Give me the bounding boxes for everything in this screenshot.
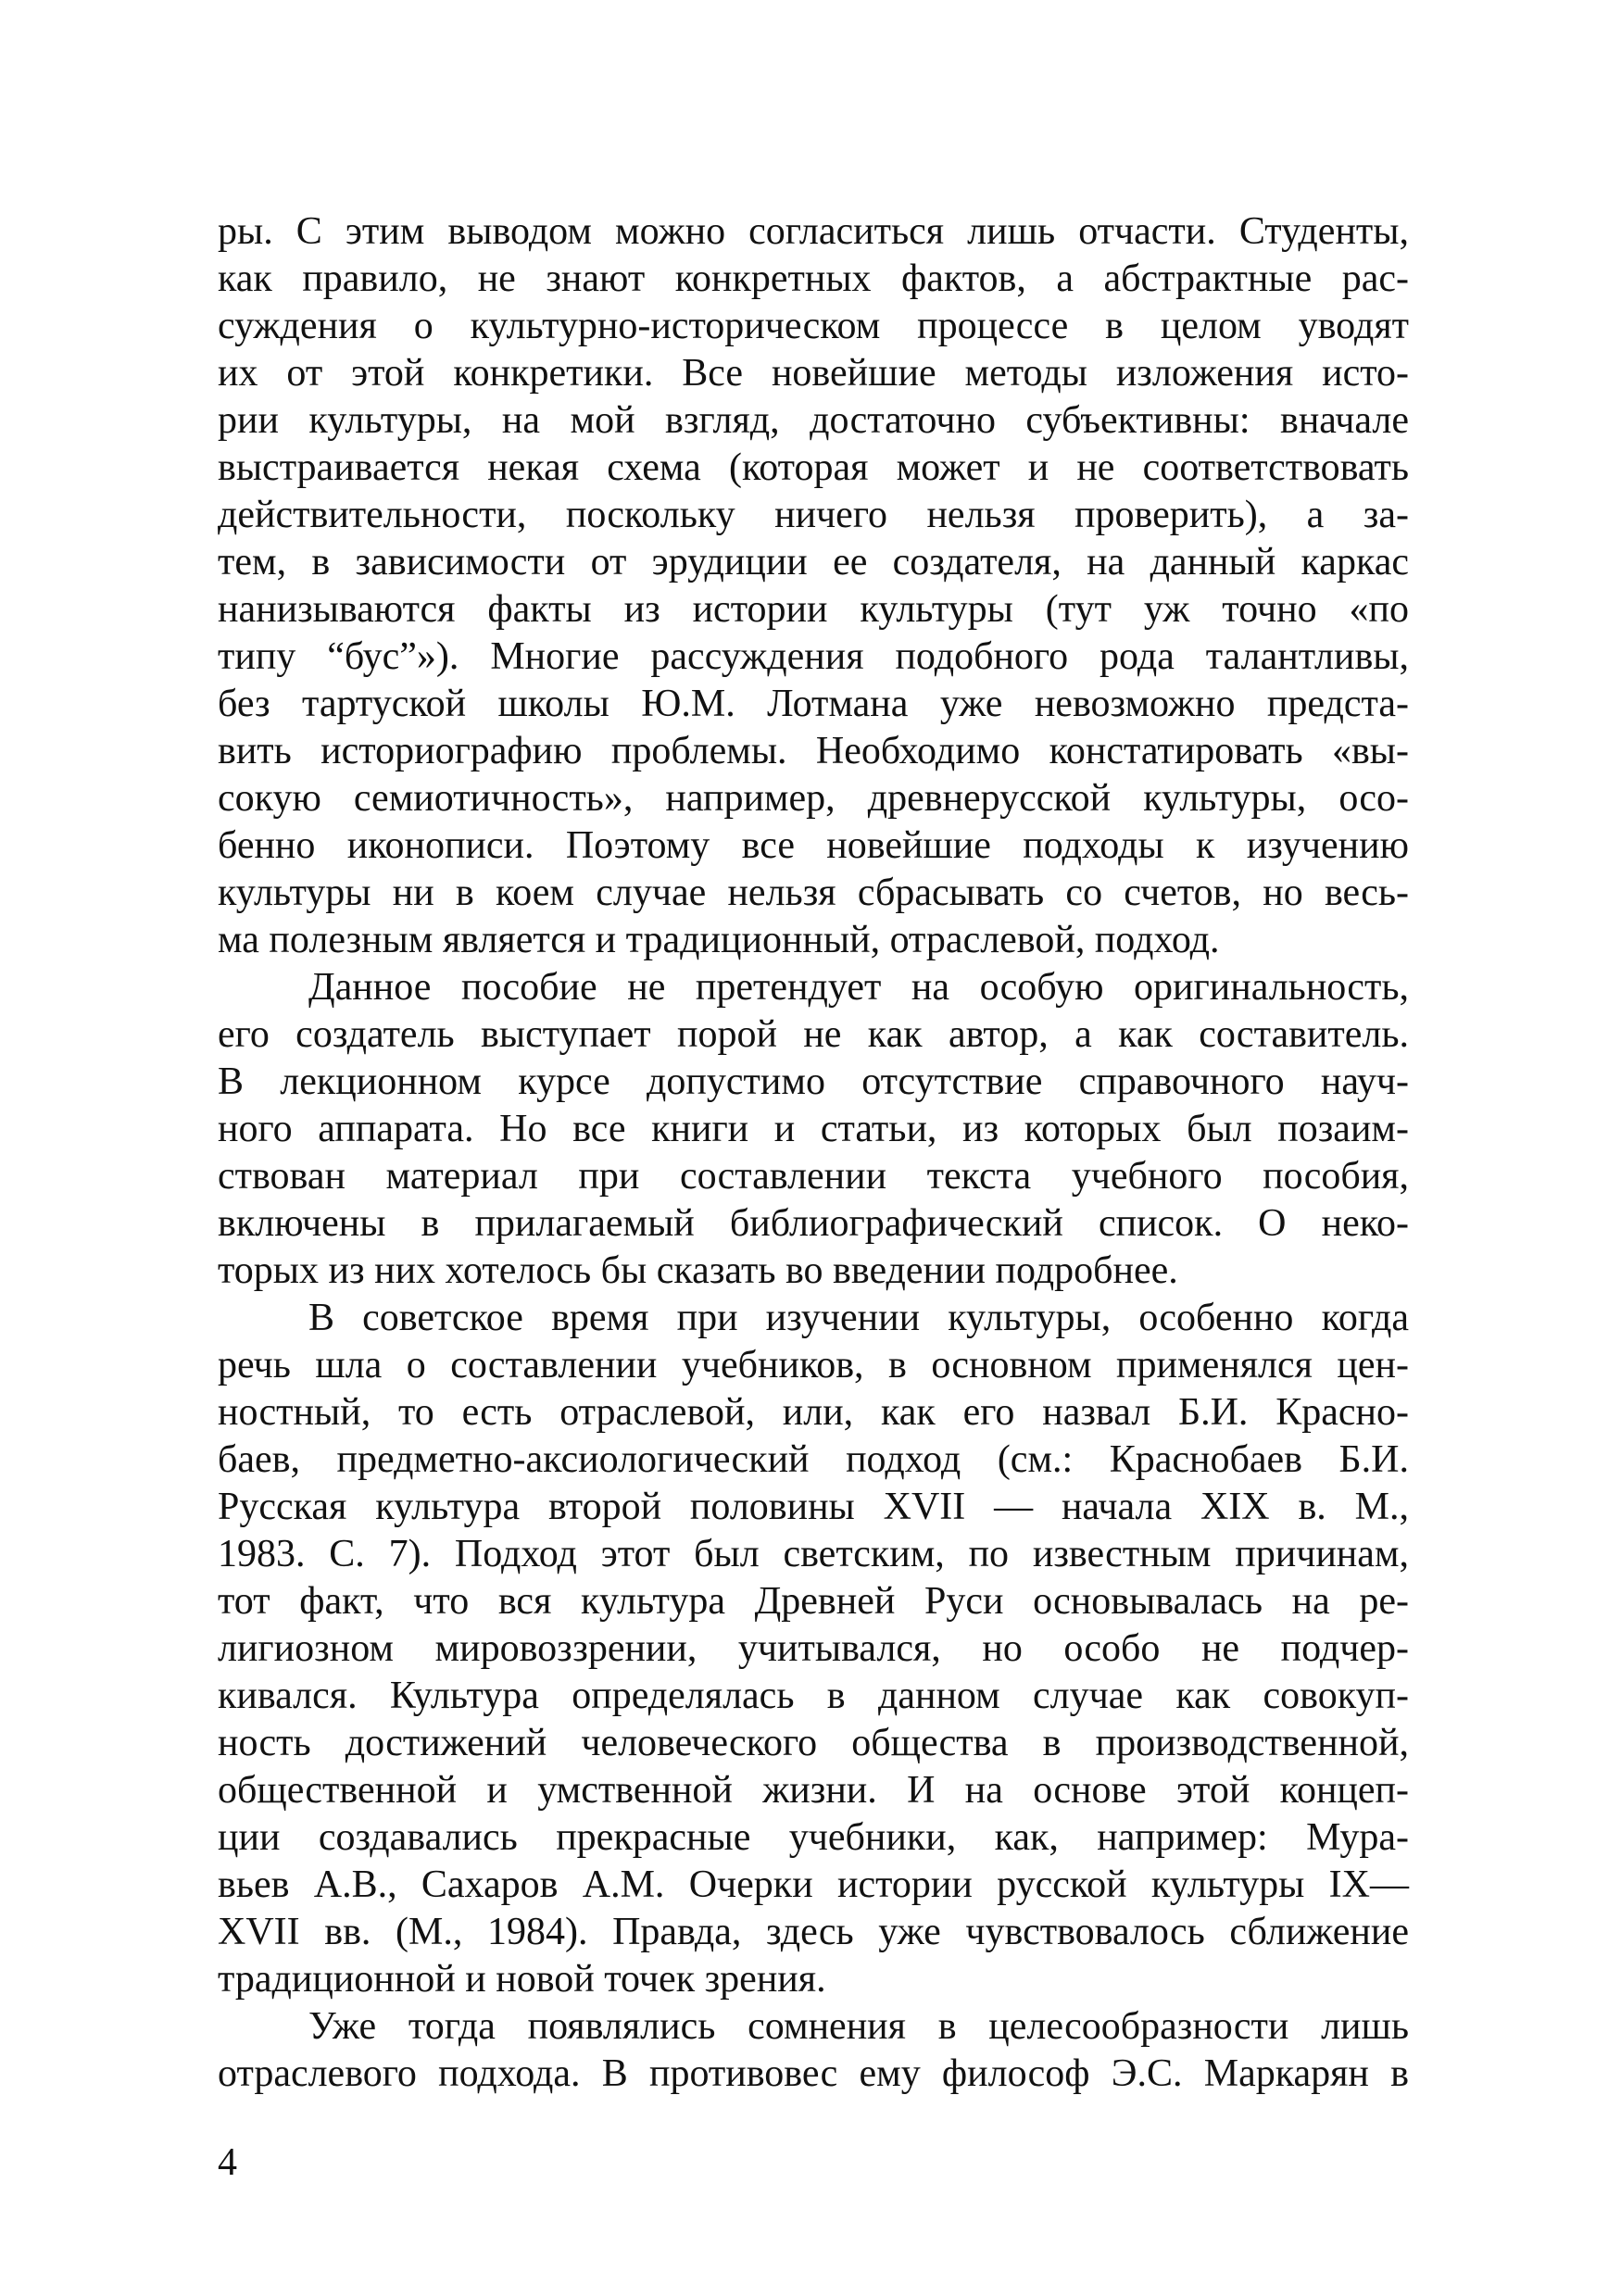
- text-line: ции создавались прекрасные учебники, как, например: Мура-: [218, 1816, 1409, 1859]
- text-line: торых из них хотелось бы сказать во введении подробнее.: [218, 1249, 1178, 1292]
- text-line: речь шла о составлении учебников, в основном применялся цен-: [218, 1344, 1409, 1386]
- text-line: общественной и умственной жизни. И на основе этой концеп-: [218, 1769, 1409, 1812]
- text-line: рии культуры, на мой взгляд, достаточно субъективны: вначале: [218, 399, 1409, 442]
- text-line: отраслевого подхода. В противовес ему философ Э.С. Маркарян в: [218, 2052, 1409, 2095]
- text-line: суждения о культурно-историческом процессе в целом уводят: [218, 305, 1409, 347]
- text-line: сокую семиотичность», например, древнерусской культуры, осо-: [218, 777, 1409, 820]
- text-line: бенно иконописи. Поэтому все новейшие подходы к изучению: [218, 824, 1409, 867]
- text-line: ного аппарата. Но все книги и статьи, из которых был позаим-: [218, 1108, 1409, 1150]
- text-line: кивался. Культура определялась в данном случае как совокуп-: [218, 1675, 1409, 1717]
- page-number: 4: [218, 2141, 237, 2184]
- text-line: без тартуской школы Ю.М. Лотмана уже невозможно предста-: [218, 683, 1409, 725]
- text-line: ность достижений человеческого общества в производственной,: [218, 1722, 1409, 1764]
- text-line: Данное пособие не претендует на особую оригинальность,: [308, 966, 1409, 1009]
- text-line: Уже тогда появлялись сомнения в целесообразности лишь: [308, 2005, 1409, 2048]
- text-line: Русская культура второй половины XVII — начала XIX в. М.,: [218, 1486, 1409, 1528]
- text-line: ры. С этим выводом можно согласиться лишь отчасти. Студенты,: [218, 210, 1409, 253]
- paragraph-3: [218, 1295, 1409, 2003]
- text-line: 1983. С. 7). Подход этот был светским, по известным причинам,: [218, 1533, 1409, 1575]
- text-line: как правило, не знают конкретных фактов, а абстрактные рас-: [218, 257, 1409, 300]
- text-line: В лекционном курсе допустимо отсутствие справочного науч-: [218, 1060, 1409, 1103]
- text-line: действительности, поскольку ничего нельзя проверить), а за-: [218, 494, 1409, 536]
- paragraph-1: [218, 208, 1409, 964]
- text-line: тот факт, что вся культура Древней Руси основывалась на ре-: [218, 1580, 1409, 1623]
- text-line: вьев А.В., Сахаров А.М. Очерки истории русской культуры IX—: [218, 1863, 1409, 1906]
- text-line: ностный, то есть отраслевой, или, как его назвал Б.И. Красно-: [218, 1391, 1409, 1434]
- text-line: XVII вв. (М., 1984). Правда, здесь уже чувствовалось сближение: [218, 1911, 1409, 1953]
- text-line: вить историографию проблемы. Необходимо констатировать «вы-: [218, 730, 1409, 772]
- text-line: типу “бус”»). Многие рассуждения подобного рода талантливы,: [218, 635, 1409, 678]
- text-line: тем, в зависимости от эрудиции ее создателя, на данный каркас: [218, 541, 1409, 583]
- text-line: ма полезным является и традиционный, отраслевой, подход.: [218, 919, 1220, 961]
- paragraph-2: [218, 964, 1409, 1295]
- text-line: культуры ни в коем случае нельзя сбрасывать со счетов, но весь-: [218, 872, 1409, 914]
- text-line: его создатель выступает порой не как автор, а как составитель.: [218, 1013, 1409, 1056]
- text-line: баев, предметно-аксиологический подход (см.: Краснобаев Б.И.: [218, 1438, 1409, 1481]
- paragraph-4: [218, 2003, 1409, 2098]
- page-body: [218, 208, 1409, 2098]
- text-line: их от этой конкретики. Все новейшие методы изложения исто-: [218, 352, 1409, 395]
- text-line: ствован материал при составлении текста учебного пособия,: [218, 1155, 1409, 1198]
- text-line: В советское время при изучении культуры, особенно когда: [308, 1297, 1409, 1339]
- text-line: нанизываются факты из истории культуры (тут уж точно «по: [218, 588, 1409, 631]
- text-line: включены в прилагаемый библиографический список. О неко-: [218, 1202, 1409, 1245]
- text-line: выстраивается некая схема (которая может и не соответствовать: [218, 446, 1409, 489]
- text-line: лигиозном мировоззрении, учитывался, но особо не подчер-: [218, 1627, 1409, 1670]
- text-line: традиционной и новой точек зрения.: [218, 1958, 826, 2001]
